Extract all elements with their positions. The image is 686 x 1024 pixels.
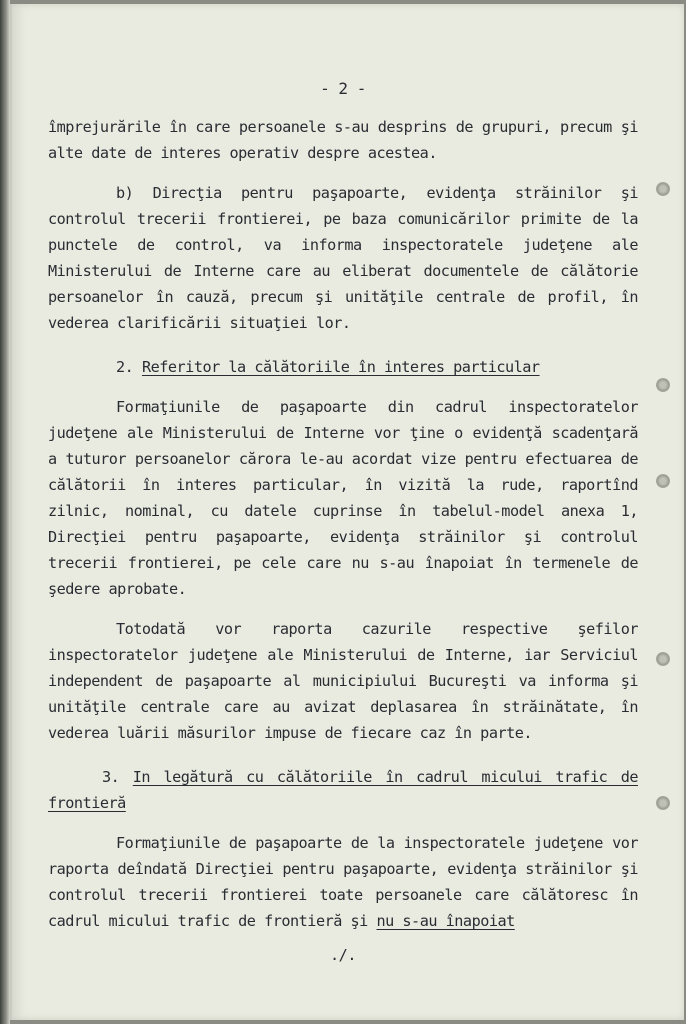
paragraph-text: Formaţiunile de paşapoarte de la inspectoratele judeţene vor raporta deîndată Direcţiei pentru paşapoarte, evidenţa străinilor şi controlul trecerii frontierei toate persoanele care călătoresc în cadrul micului trafic de frontieră şi [48, 834, 638, 930]
document-body [48, 76, 638, 968]
section-title: In legătură cu călătoriile în cadrul micului trafic de frontieră [48, 768, 638, 812]
binder-hole [656, 378, 670, 392]
binder-hole [656, 796, 670, 810]
section-number: 3. [102, 768, 120, 786]
section-number: 2. [116, 358, 134, 376]
section-title: Referitor la călătoriile în interes particular [141, 358, 540, 376]
paragraph [48, 830, 638, 934]
document-page [10, 4, 684, 1020]
underlined-phrase: nu s-au înapoiat [376, 912, 515, 930]
binder-hole [656, 652, 670, 666]
binder-hole [656, 474, 670, 488]
section-3-heading [48, 764, 638, 816]
paragraph: Totodată vor raporta cazurile respective şefilor inspectoratelor judeţene ale Ministerului de Interne, iar Serviciul independent de paşapoarte al municipiului Bucureşti va informa şi unităţile centrale care au avizat deplasarea în străinătate, în vederea luării măsurilor impuse de fiecare caz în parte. [48, 620, 638, 742]
binder-hole [656, 182, 670, 196]
paragraph: împrejurările în care persoanele s-au desprins de grupuri, precum şi alte date de interes operativ despre acestea. [48, 118, 638, 162]
paragraph: b) Direcţia pentru paşapoarte, evidenţa străinilor şi controlul trecerii frontierei, pe baza comunicărilor primite de la punctele de control, va informa inspectoratele judeţene ale Ministerului de Interne care au eliberat documentele de călătorie persoanelor în cauză, precum şi unităţile centrale de profil, în vederea clarificării situaţiei lor. [48, 184, 638, 332]
paragraph: Formaţiunile de paşapoarte din cadrul inspectoratelor judeţene ale Ministerului de Interne vor ţine o evidenţă scadenţară a tuturor persoanelor cărora le-au acordat vize pentru efectuarea de călătorii în interes particular, în vizită la rude, raportînd zilnic, nominal, cu datele cuprinse în tabelul-model anexa 1, Direcţiei pentru paşapoarte, evidenţa străinilor şi controlul trecerii frontierei, pe cele care nu s-au înapoiat în termenele de şedere aprobate. [48, 398, 638, 598]
section-2-heading [48, 354, 638, 380]
page-edge [0, 0, 10, 1024]
continuation-mark: ./. [330, 946, 356, 964]
page-number: - 2 - [320, 79, 366, 98]
